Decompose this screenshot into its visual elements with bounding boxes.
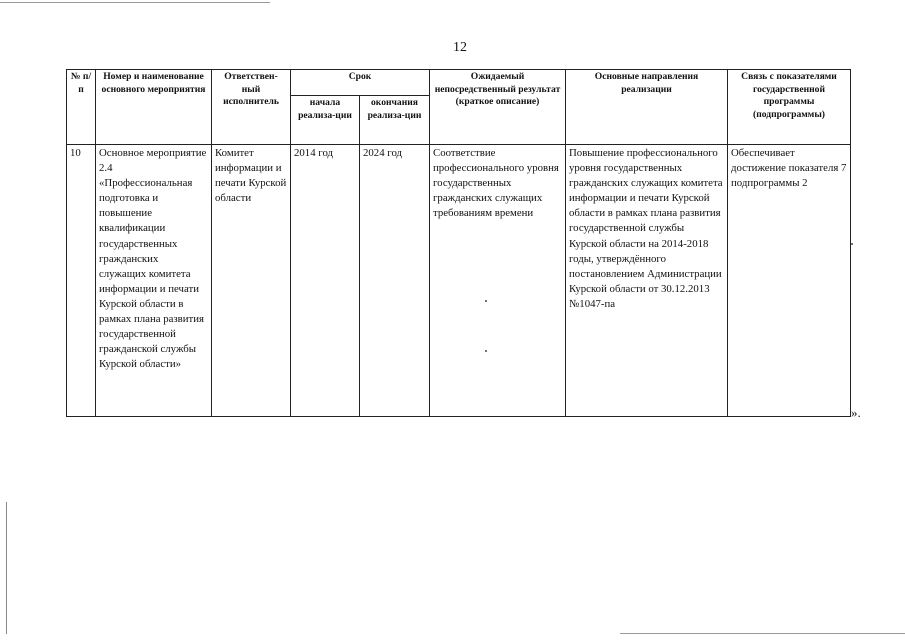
cell-link: Обеспечивает достижение показателя 7 подпрограммы 2: [728, 145, 851, 417]
scan-edge-line: [0, 2, 270, 3]
header-name: Номер и наименование основного мероприятия: [96, 70, 212, 145]
scan-speck: [485, 300, 487, 302]
scan-edge-line: [620, 633, 905, 634]
cell-start: 2014 год: [291, 145, 360, 417]
page-number: 12: [453, 40, 467, 55]
scan-speck: [485, 350, 487, 352]
header-directions: Основные направления реализации: [566, 70, 728, 145]
header-executor: Ответствен-ный исполнитель: [212, 70, 291, 145]
header-result: Ожидаемый непосредственный результат (краткое описание): [430, 70, 566, 145]
header-term-end: окончания реализа-ции: [360, 96, 430, 145]
scan-edge-line: [6, 502, 7, 634]
cell-name: Основное мероприятие 2.4 «Профессиональная подготовка и повышение квалификации государственных гражданских служащих комитета информации и печати Курской области в рамках плана развития государственной гражданской службы Курской области»: [96, 145, 212, 417]
cell-num: 10: [67, 145, 96, 417]
table-row: [67, 145, 851, 417]
header-num: № п/п: [67, 70, 96, 145]
closing-quote-mark: ».: [851, 405, 861, 420]
measures-table: [66, 69, 851, 417]
header-link: Связь с показателями государственной программы (подпрограммы): [728, 70, 851, 145]
header-term: Срок: [291, 70, 430, 96]
header-term-start: начала реализа-ции: [291, 96, 360, 145]
scan-speck: [851, 243, 853, 245]
cell-executor: Комитет информации и печати Курской области: [212, 145, 291, 417]
cell-result: Соответствие профессионального уровня государственных гражданских служащих требованиям времени: [430, 145, 566, 417]
cell-directions: Повышение профессионального уровня государственных гражданских служащих комитета информации и печати Курской области в рамках плана развития государственной службы Курской области на 2014-2018 годы, утверждённого постановлением Администрации Курской области от 30.12.2013 №1047-па: [566, 145, 728, 417]
cell-end: 2024 год: [360, 145, 430, 417]
